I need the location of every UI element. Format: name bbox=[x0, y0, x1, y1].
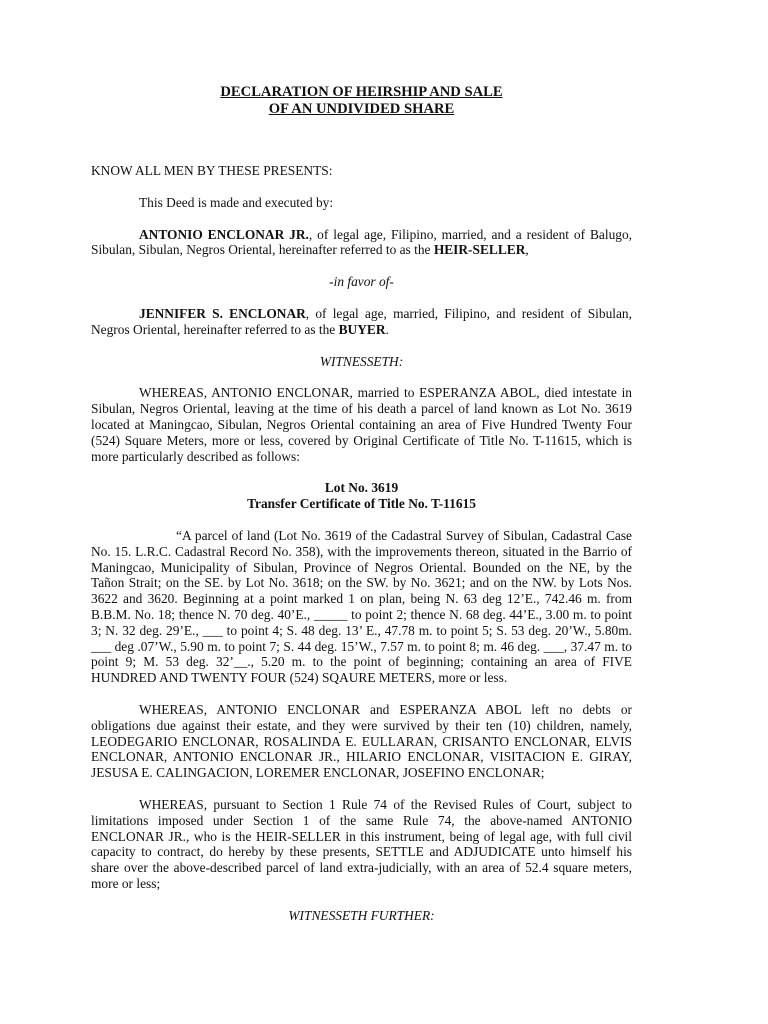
whereas-paragraph-1: WHEREAS, ANTONIO ENCLONAR, married to ESPERANZA ABOL, died intestate in Sibulan, Negros Oriental, leaving at the time of his death a parcel of land known as Lot No. 3619 located at Maningcao, Sibulan, Negros Oriental containing an area of Five Hundred Twenty Four (524) Square Meters, more or less, covered by Original Certificate of Title No. T-11615, which is more particularly described as follows: bbox=[91, 385, 632, 464]
seller-name: ANTONIO ENCLONAR JR. bbox=[139, 226, 309, 242]
in-favor-line: -in favor of- bbox=[329, 274, 394, 290]
document-title-line-2: OF AN UNDIVIDED SHARE bbox=[268, 100, 455, 117]
deed-by-line: This Deed is made and executed by: bbox=[139, 194, 334, 210]
seller-text: , of legal age, Filipino, married, and a resident of Balugo, Sibulan, Sibulan, Negros Oriental, hereinafter referred to as the bbox=[91, 226, 633, 258]
document-title-line-1: DECLARATION OF HEIRSHIP AND SALE bbox=[220, 84, 503, 100]
witnesseth-further-heading: WITNESSETH FURTHER: bbox=[288, 907, 435, 923]
buyer-paragraph bbox=[91, 306, 632, 338]
intro-line: KNOW ALL MEN BY THESE PRESENTS: bbox=[91, 163, 333, 178]
buyer-role: BUYER bbox=[338, 321, 386, 337]
seller-end: , bbox=[525, 242, 529, 258]
whereas-paragraph-2: WHEREAS, ANTONIO ENCLONAR and ESPERANZA ABOL left no debts or obligations due against their estate, and they were survived by their ten (10) children, namely, LEODEGARIO ENCLONAR, ROSALINDA E. EULLARAN, CRISANTO ENCLONAR, ELVIS ENCLONAR, ANTONIO ENCLONAR JR., HILARIO ENCLONAR, VISITACION E. GIRAY, JESUSA E. CALINGACION, LOREMER ENCLONAR, JOSEFINO ENCLONAR; bbox=[91, 701, 632, 781]
lot-title-heading: Transfer Certificate of Title No. T-11615 bbox=[247, 496, 476, 512]
witnesseth-heading: WITNESSETH: bbox=[319, 353, 404, 369]
seller-role: HEIR-SELLER bbox=[433, 242, 526, 258]
buyer-end: . bbox=[385, 321, 389, 337]
whereas-paragraph-3: WHEREAS, pursuant to Section 1 Rule 74 of the Revised Rules of Court, subject to limitations imposed under Section 1 of the same Rule 74, the above-named ANTONIO ENCLONAR JR., who is the HEIR-SELLER in this instrument, being of legal age, with full civil capacity to contract, do hereby by these presents, SETTLE and ADJUDICATE unto himself his share over the above-described parcel of land extra-judicially, with an area of 52.4 square meters, more or less; bbox=[91, 796, 632, 891]
buyer-name: JENNIFER S. ENCLONAR bbox=[139, 305, 306, 321]
lot-number-heading: Lot No. 3619 bbox=[324, 480, 399, 496]
land-description-paragraph: “A parcel of land (Lot No. 3619 of the Cadastral Survey of Sibulan, Cadastral Case No. 15. L.R.C. Cadastral Record No. 358), with the improvements thereon, situated in the Barrio of Maningcao, Municipality of Sibulan, Province of Negros Oriental. Bounded on the NE, by the Tañon Strait; on the SE. by Lot No. 3618; on the SW. by No. 3621; and on the NW. by Lots Nos. 3622 and 3620. Beginning at a point marked 1 on plan, being N. 63 deg 12’E., 742.46 m. from B.B.M. No. 18; thence N. 70 deg. 40’E., _____ to point 2; thence N. 68 deg. 44’E., 3.00 m. to point 3; N. 32 deg. 29’E., ___ to point 4; S. 48 deg. 13’ E., 47.78 m. to point 5; S. 53 deg. 20’W., 5.80m. ___ deg .07’W., 5.90 m. to point 7; S. 44 deg. 15’W., 7.57 m. to point 8; m. 46 deg. ___, 37.47 m. to point 9; M. 53 deg. 32’__., 5.20 m. to the point of beginning; containing an area of FIVE HUNDRED AND TWENTY FOUR (524) SQAURE METERS, more or less. bbox=[91, 527, 632, 686]
buyer-text: , of legal age, married, Filipino, and resident of Sibulan, Negros Oriental, hereinafter referred to as the bbox=[91, 305, 632, 337]
seller-paragraph bbox=[91, 227, 632, 259]
document-body bbox=[91, 84, 632, 923]
